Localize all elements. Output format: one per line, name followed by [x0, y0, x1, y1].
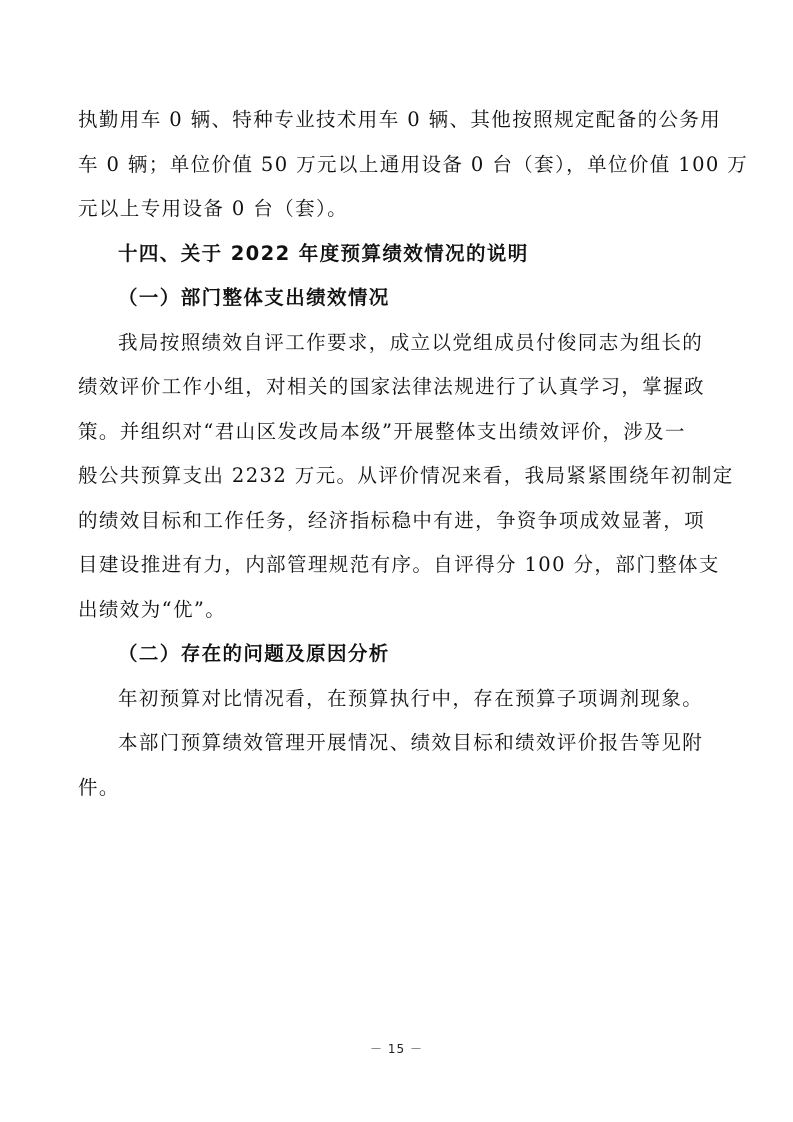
paragraph-line-3: 策。并组织对“君山区发改局本级”开展整体支出绩效评价，涉及一 [78, 419, 686, 443]
subsection-heading-1: （一）部门整体支出绩效情况 [118, 286, 390, 309]
paragraph-line-7: 出绩效为“优”。 [78, 597, 227, 621]
body-line-2: 车 0 辆；单位价值 50 万元以上通用设备 0 台（套），单位价值 100 万 [78, 152, 749, 176]
document-body [78, 98, 749, 810]
problem-paragraph: 年初预算对比情况看，在预算执行中，存在预算子项调剂现象。 [118, 686, 704, 710]
section-heading-14: 十四、关于 2022 年度预算绩效情况的说明 [118, 241, 529, 265]
paragraph-line-6: 目建设推进有力，内部管理规范有序。自评得分 100 分，部门整体支 [78, 553, 720, 576]
attachment-note-line-1: 本部门预算绩效管理开展情况、绩效目标和绩效评价报告等见附 [118, 731, 704, 754]
subsection-heading-2: （二）存在的问题及原因分析 [118, 642, 390, 665]
paragraph-line-1: 我局按照绩效自评工作要求，成立以党组成员付俊同志为组长的 [118, 330, 704, 354]
body-line-3: 元以上专用设备 0 台（套）。 [78, 197, 349, 220]
body-line-1: 执勤用车 0 辆、特种专业技术用车 0 辆、其他按照规定配备的公务用 [78, 108, 722, 131]
paragraph-line-5: 的绩效目标和工作任务，经济指标稳中有进，争资争项成效显著，项 [78, 508, 706, 532]
paragraph-line-2: 绩效评价工作小组，对相关的国家法律法规进行了认真学习，掌握政 [78, 375, 706, 398]
attachment-note-line-2: 件。 [78, 775, 120, 799]
page-number: － 15 － [370, 1042, 423, 1056]
paragraph-line-4: 般公共预算支出 2232 万元。从评价情况来看，我局紧紧围绕年初制定 [78, 464, 734, 487]
